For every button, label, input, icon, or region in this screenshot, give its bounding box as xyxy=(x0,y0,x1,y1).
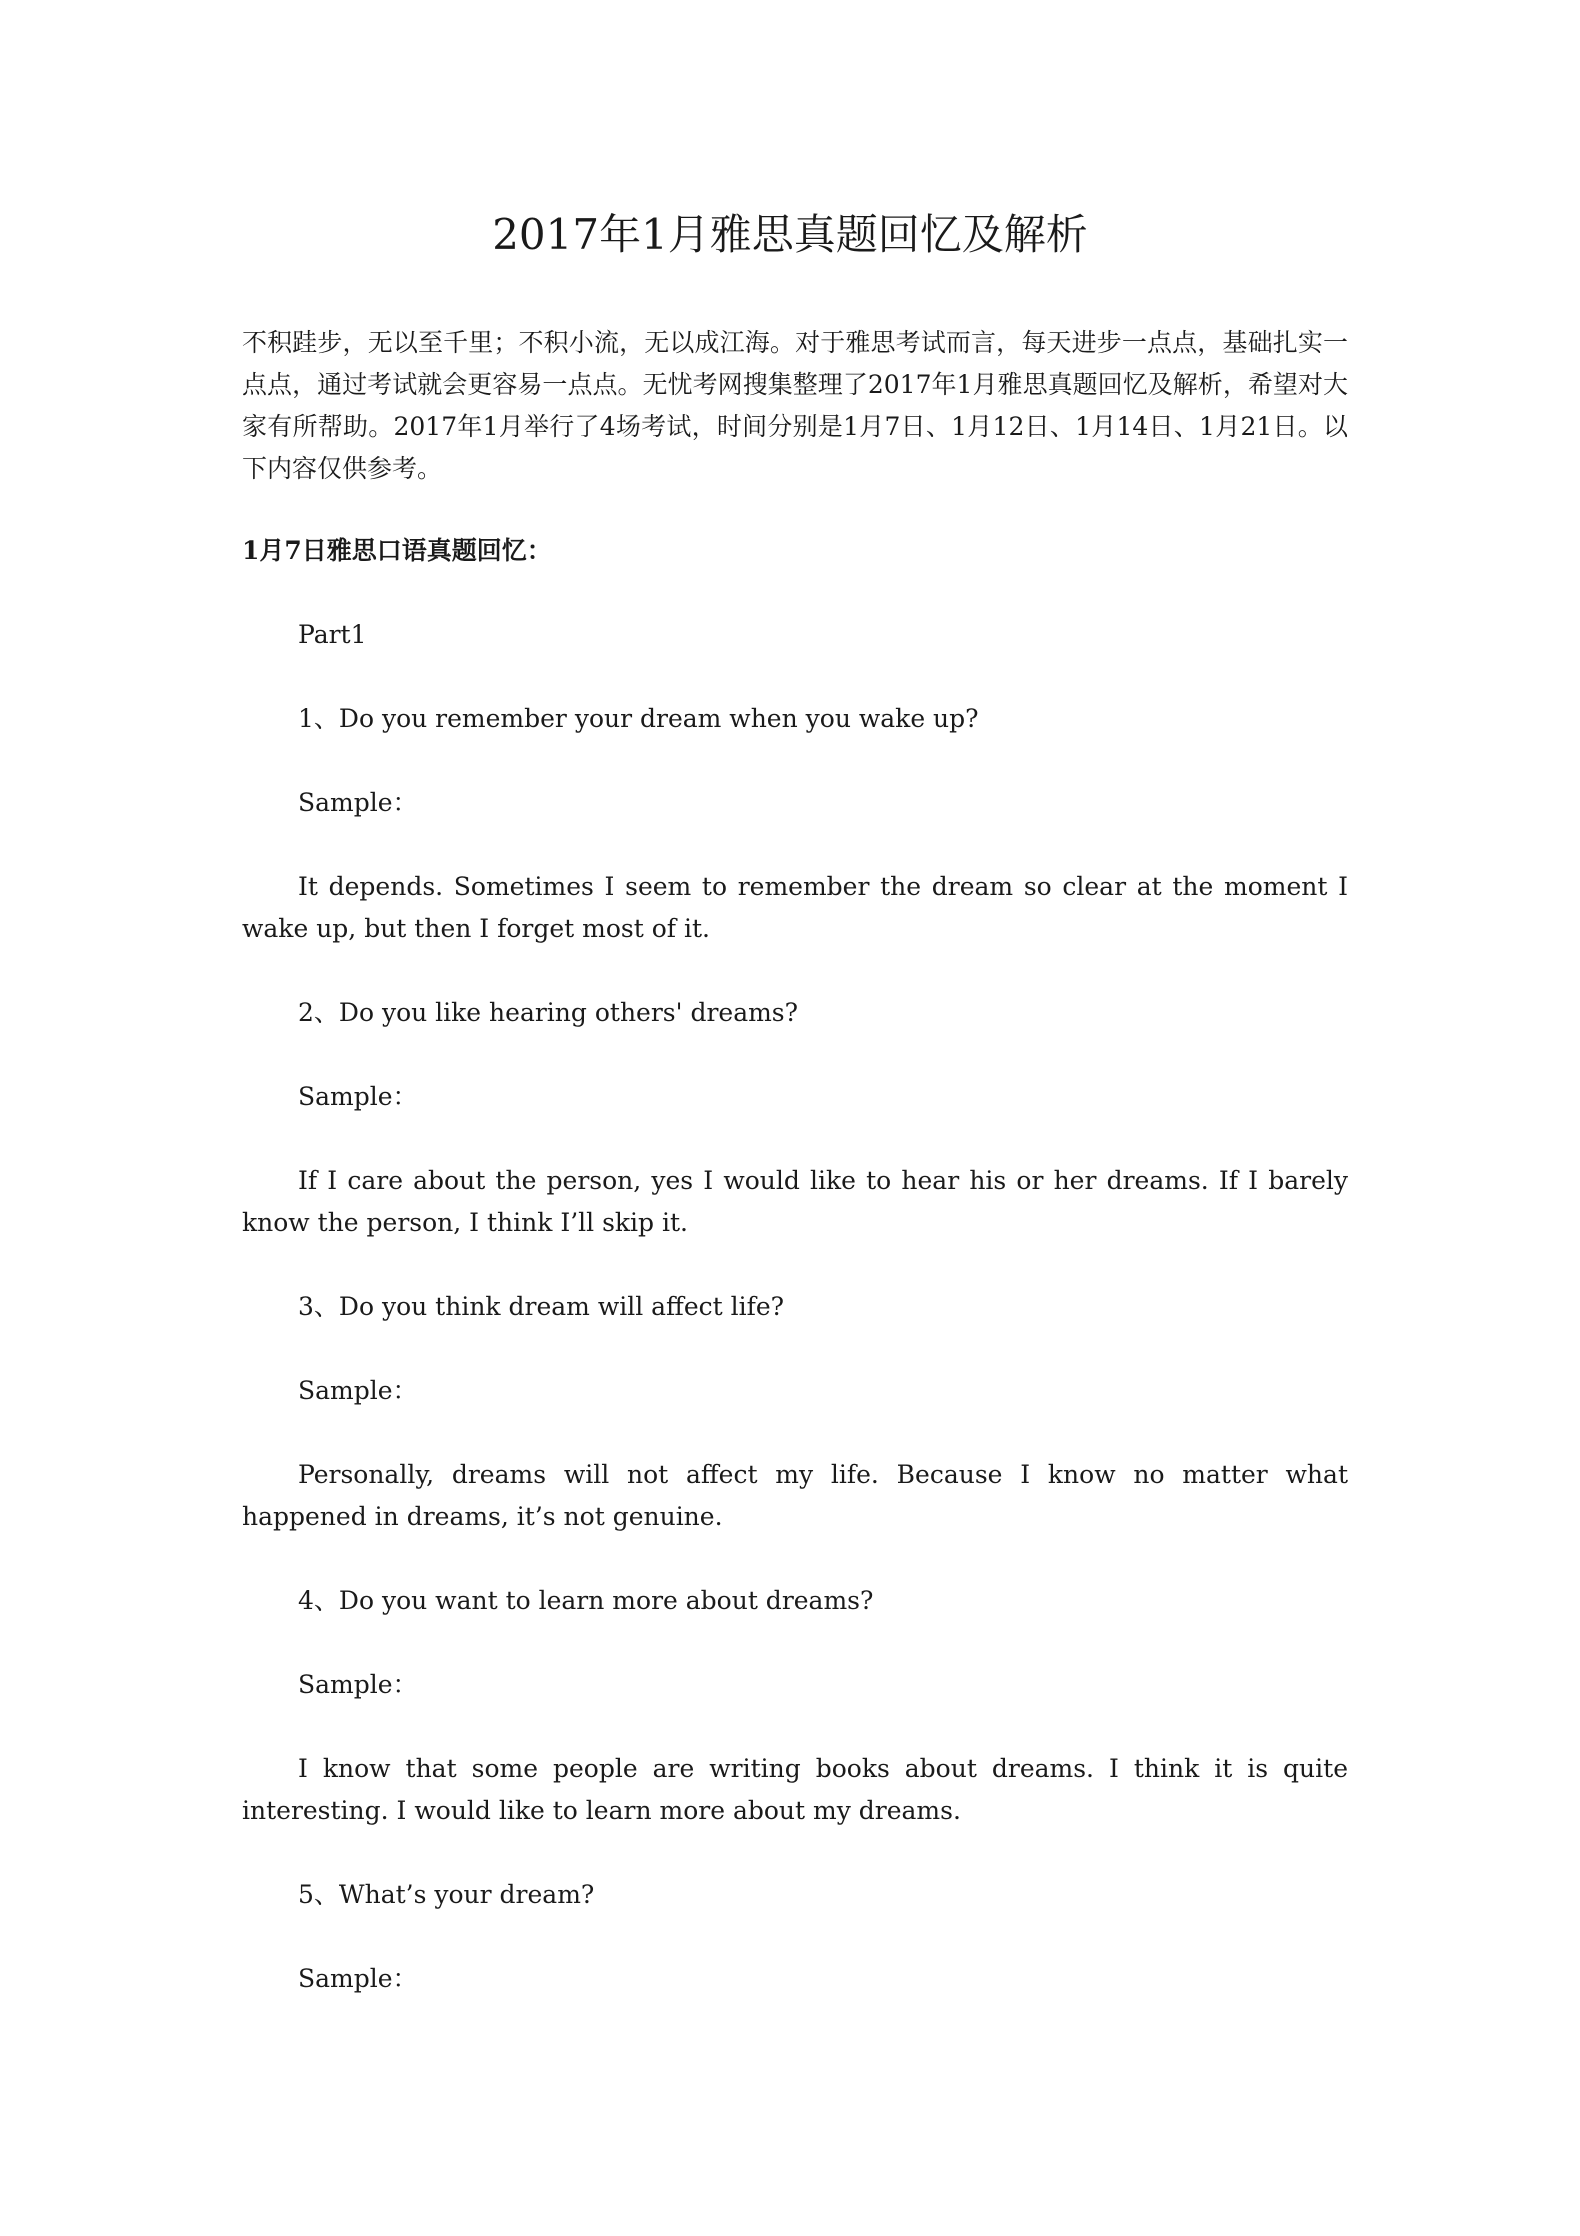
document-body xyxy=(242,322,1348,2000)
question-2: 2、Do you like hearing others' dreams? xyxy=(298,998,799,1027)
sample-label-5: Sample： xyxy=(298,1964,418,1993)
question-3: 3、Do you think dream will affect life? xyxy=(298,1292,785,1321)
section-heading: 1月7日雅思口语真题回忆： xyxy=(242,536,552,565)
part-label: Part1 xyxy=(298,620,367,649)
sample-label-1: Sample： xyxy=(298,788,418,817)
sample-label-3: Sample： xyxy=(298,1376,418,1405)
answer-3: Personally, dreams will not affect my life. Because I know no matter what happened in dreams, it’s not genuine. xyxy=(242,1460,1348,1531)
sample-label-4: Sample： xyxy=(298,1670,418,1699)
intro-paragraph: 不积跬步，无以至千里；不积小流，无以成江海。对于雅思考试而言，每天进步一点点，基础扎实一点点，通过考试就会更容易一点点。无忧考网搜集整理了2017年1月雅思真题回忆及解析，希望对大家有所帮助。2017年1月举行了4场考试，时间分别是1月7日、1月12日、1月14日、1月21日。以下内容仅供参考。 xyxy=(242,328,1348,483)
question-5: 5、What’s your dream? xyxy=(298,1880,595,1909)
answer-1: It depends. Sometimes I seem to remember the dream so clear at the moment I wake up, but then I forget most of it. xyxy=(242,872,1348,943)
answer-4: I know that some people are writing books about dreams. I think it is quite interesting. I would like to learn more about my dreams. xyxy=(242,1754,1348,1825)
answer-2: If I care about the person, yes I would like to hear his or her dreams. If I barely know the person, I think I’ll skip it. xyxy=(242,1166,1348,1237)
sample-label-2: Sample： xyxy=(298,1082,418,1111)
question-4: 4、Do you want to learn more about dreams? xyxy=(298,1586,874,1615)
question-1: 1、Do you remember your dream when you wake up? xyxy=(298,704,979,733)
document-title: 2017年1月雅思真题回忆及解析 xyxy=(492,210,1088,259)
